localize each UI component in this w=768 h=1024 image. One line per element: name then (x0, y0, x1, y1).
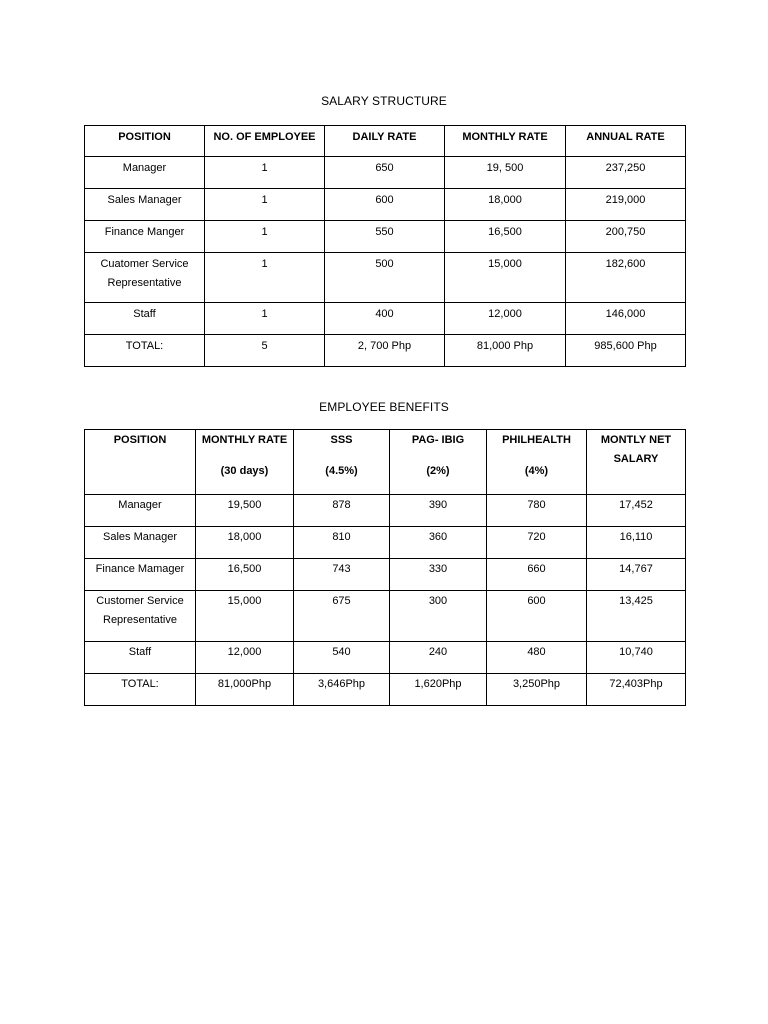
table-row (85, 591, 686, 642)
cell-annual-rate: 182,600 (566, 253, 686, 303)
header-monthly-net-salary (587, 430, 686, 495)
cell-daily-rate: 600 (325, 189, 445, 221)
cell-daily-rate: 400 (325, 303, 445, 335)
cell-monthly-rate: 19,500 (196, 495, 294, 527)
cell-position: Customer Service Representative (85, 591, 196, 642)
table-row (85, 157, 686, 189)
cell-annual-rate: 219,000 (566, 189, 686, 221)
cell-position: Manager (85, 157, 205, 189)
cell-monthly-rate: 12,000 (196, 642, 294, 674)
cell-sss: 743 (294, 559, 390, 591)
header-main: SSS (330, 434, 353, 446)
header-sss (294, 430, 390, 495)
header-monthly-rate: MONTHLY RATE (445, 126, 566, 157)
cell-philhealth: 600 (487, 591, 587, 642)
cell-annual-rate: 985,600 Php (566, 335, 686, 367)
header-sub: (30 days) (220, 465, 269, 477)
cell-daily-rate: 2, 700 Php (325, 335, 445, 367)
cell-net-salary: 17,452 (587, 495, 686, 527)
table-total-row (85, 335, 686, 367)
salary-structure-title: SALARY STRUCTURE (321, 94, 447, 108)
cell-philhealth: 720 (487, 527, 587, 559)
header-position (85, 430, 196, 495)
table-header-row (85, 430, 686, 495)
cell-philhealth: 480 (487, 642, 587, 674)
cell-no-of-employee: 1 (205, 253, 325, 303)
cell-monthly-rate: 19, 500 (445, 157, 566, 189)
table-row (85, 559, 686, 591)
header-annual-rate: ANNUAL RATE (566, 126, 686, 157)
cell-no-of-employee: 1 (205, 221, 325, 253)
header-main: MONTHLY RATE (201, 434, 288, 446)
cell-sss: 878 (294, 495, 390, 527)
cell-position: Cuatomer Service Representative (85, 253, 205, 303)
cell-no-of-employee: 1 (205, 303, 325, 335)
table-row (85, 253, 686, 303)
header-position: POSITION (85, 126, 205, 157)
header-main: POSITION (113, 434, 167, 446)
cell-sss: 675 (294, 591, 390, 642)
cell-monthly-rate: 16,500 (445, 221, 566, 253)
cell-no-of-employee: 5 (205, 335, 325, 367)
table-header-row (85, 126, 686, 157)
cell-pag-ibig: 330 (390, 559, 487, 591)
cell-position: Staff (85, 642, 196, 674)
cell-philhealth: 3,250Php (487, 674, 587, 706)
cell-pag-ibig: 390 (390, 495, 487, 527)
salary-structure-table (84, 125, 686, 367)
header-pag-ibig (390, 430, 487, 495)
table-row (85, 527, 686, 559)
cell-pag-ibig: 1,620Php (390, 674, 487, 706)
cell-philhealth: 660 (487, 559, 587, 591)
cell-annual-rate: 200,750 (566, 221, 686, 253)
cell-net-salary: 14,767 (587, 559, 686, 591)
cell-net-salary: 16,110 (587, 527, 686, 559)
header-monthly-rate (196, 430, 294, 495)
table-total-row (85, 674, 686, 706)
table-row (85, 495, 686, 527)
table-row (85, 189, 686, 221)
header-daily-rate: DAILY RATE (325, 126, 445, 157)
cell-daily-rate: 650 (325, 157, 445, 189)
cell-position: Finance Manger (85, 221, 205, 253)
cell-monthly-rate: 18,000 (196, 527, 294, 559)
cell-annual-rate: 237,250 (566, 157, 686, 189)
cell-daily-rate: 550 (325, 221, 445, 253)
cell-net-salary: 10,740 (587, 642, 686, 674)
cell-annual-rate: 146,000 (566, 303, 686, 335)
header-main: PAG- IBIG (411, 434, 465, 446)
cell-position: TOTAL: (85, 674, 196, 706)
cell-position: Finance Mamager (85, 559, 196, 591)
cell-monthly-rate: 12,000 (445, 303, 566, 335)
header-sub: (4%) (524, 465, 549, 477)
table-row (85, 642, 686, 674)
cell-position: Manager (85, 495, 196, 527)
cell-position: Sales Manager (85, 189, 205, 221)
cell-net-salary: 13,425 (587, 591, 686, 642)
cell-no-of-employee: 1 (205, 189, 325, 221)
cell-no-of-employee: 1 (205, 157, 325, 189)
employee-benefits-table (84, 429, 686, 706)
cell-daily-rate: 500 (325, 253, 445, 303)
cell-philhealth: 780 (487, 495, 587, 527)
header-philhealth (487, 430, 587, 495)
cell-monthly-rate: 81,000Php (196, 674, 294, 706)
header-main: PHILHEALTH (502, 434, 571, 446)
employee-benefits-title: EMPLOYEE BENEFITS (319, 400, 449, 414)
table-row (85, 303, 686, 335)
cell-sss: 3,646Php (294, 674, 390, 706)
header-sub: (2%) (426, 465, 450, 477)
cell-pag-ibig: 300 (390, 591, 487, 642)
header-sub: (4.5%) (325, 465, 358, 477)
cell-position: Sales Manager (85, 527, 196, 559)
cell-monthly-rate: 81,000 Php (445, 335, 566, 367)
cell-pag-ibig: 240 (390, 642, 487, 674)
cell-pag-ibig: 360 (390, 527, 487, 559)
table-row (85, 221, 686, 253)
cell-sss: 540 (294, 642, 390, 674)
cell-sss: 810 (294, 527, 390, 559)
cell-monthly-rate: 15,000 (196, 591, 294, 642)
header-main: MONTLY NET SALARY (600, 434, 672, 465)
cell-monthly-rate: 16,500 (196, 559, 294, 591)
cell-monthly-rate: 15,000 (445, 253, 566, 303)
cell-net-salary: 72,403Php (587, 674, 686, 706)
cell-position: TOTAL: (85, 335, 205, 367)
cell-monthly-rate: 18,000 (445, 189, 566, 221)
header-no-of-employee: NO. OF EMPLOYEE (205, 126, 325, 157)
cell-position: Staff (85, 303, 205, 335)
